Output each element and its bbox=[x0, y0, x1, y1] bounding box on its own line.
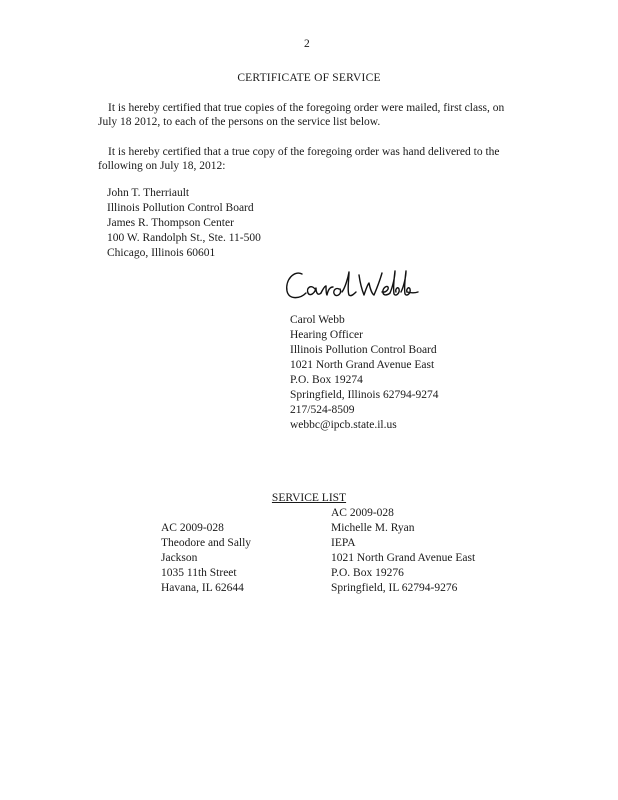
address-line: Springfield, IL 62794-9276 bbox=[331, 582, 458, 594]
case-number: AC 2009-028 bbox=[161, 522, 224, 534]
address-line: Jackson bbox=[161, 552, 198, 564]
officer-title: Hearing Officer bbox=[290, 329, 363, 341]
address-line: John T. Therriault bbox=[107, 187, 190, 199]
paragraph-line: It is hereby certified that a true copy of the foregoing order was hand delivered to the bbox=[108, 146, 500, 158]
paragraph-line: July 18 2012, to each of the persons on the service list below. bbox=[98, 116, 381, 128]
case-number: AC 2009-028 bbox=[331, 507, 394, 519]
officer-email: webbc@ipcb.state.il.us bbox=[290, 419, 397, 431]
officer-name: Carol Webb bbox=[290, 314, 345, 326]
address-line: Michelle M. Ryan bbox=[331, 522, 415, 534]
address-line: P.O. Box 19276 bbox=[331, 567, 404, 579]
officer-organization: Illinois Pollution Control Board bbox=[290, 344, 437, 356]
address-line: Illinois Pollution Control Board bbox=[107, 202, 254, 214]
hand-delivery-certification-paragraph bbox=[98, 145, 538, 173]
address-line: Havana, IL 62644 bbox=[161, 582, 244, 594]
address-line: 1021 North Grand Avenue East bbox=[290, 359, 435, 371]
address-line: Theodore and Sally bbox=[161, 537, 252, 549]
document-title: CERTIFICATE OF SERVICE bbox=[237, 72, 381, 84]
handwritten-signature bbox=[282, 262, 422, 306]
address-line: 1035 11th Street bbox=[161, 567, 237, 579]
address-line: 100 W. Randolph St., Ste. 11-500 bbox=[107, 232, 261, 244]
officer-phone: 217/524-8509 bbox=[290, 404, 355, 416]
address-line: Springfield, Illinois 62794-9274 bbox=[290, 389, 439, 401]
address-line: P.O. Box 19274 bbox=[290, 374, 363, 386]
page-number: 2 bbox=[304, 38, 310, 50]
paragraph-line: It is hereby certified that true copies of the foregoing order were mailed, first class, on bbox=[108, 102, 505, 114]
service-list-heading: SERVICE LIST bbox=[271, 492, 347, 504]
mailed-certification-paragraph bbox=[98, 101, 538, 129]
address-line: Chicago, Illinois 60601 bbox=[107, 247, 216, 259]
address-line: IEPA bbox=[331, 537, 356, 549]
paragraph-line: following on July 18, 2012: bbox=[98, 160, 226, 172]
address-line: 1021 North Grand Avenue East bbox=[331, 552, 476, 564]
address-line: James R. Thompson Center bbox=[107, 217, 234, 229]
